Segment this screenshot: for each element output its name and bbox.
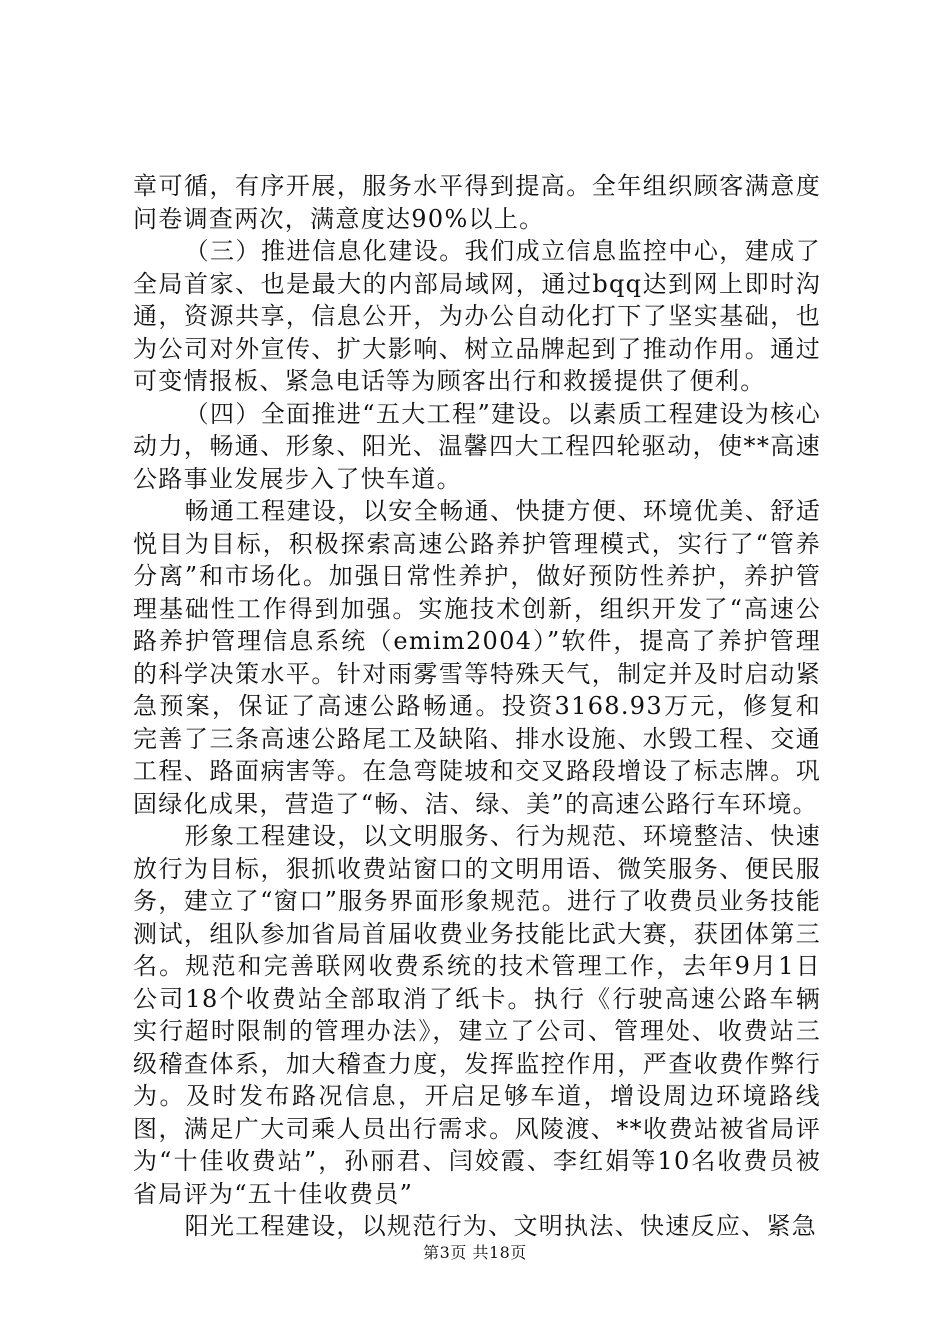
document-body	[133, 170, 821, 1243]
paragraph-smooth-project: 畅通工程建设，以安全畅通、快捷方便、环境优美、舒适悦目为目标，积极探索高速公路养护管理模式，实行了“管养分离”和市场化。加强日常性养护，做好预防性养护，养护管理基础性工作得到加强。实施技术创新，组织开发了“高速公路养护管理信息系统（emim2004）”软件，提高了养护管理的科学决策水平。针对雨雾雪等特殊天气，制定并及时启动紧急预案，保证了高速公路畅通。投资3168.93万元，修复和完善了三条高速公路尾工及缺陷、排水设施、水毁工程、交通工程、路面病害等。在急弯陡坡和交叉路段增设了标志牌。巩固绿化成果，营造了“畅、洁、绿、美”的高速公路行车环境。	[133, 497, 821, 818]
paragraph-sunshine-project: 阳光工程建设，以规范行为、文明执法、快速反应、紧急	[184, 1212, 818, 1240]
paragraph-five-projects: （四）全面推进“五大工程”建设。以素质工程建设为核心动力，畅通、形象、阳光、温馨四大工程四轮驱动，使**高速公路事业发展步入了快车道。	[133, 399, 821, 493]
page-footer: 第3页 共18页	[423, 1243, 527, 1262]
paragraph-continuation: 章可循，有序开展，服务水平得到提高。全年组织顾客满意度问卷调查两次，满意度达90%以上。	[133, 172, 821, 233]
paragraph-informatization: （三）推进信息化建设。我们成立信息监控中心，建成了全局首家、也是最大的内部局域网，通过bqq达到网上即时沟通，资源共享，信息公开，为办公自动化打下了坚实基础，也为公司对外宣传、扩大影响、树立品牌起到了推动作用。通过可变情报板、紧急电话等为顾客出行和救援提供了便利。	[133, 237, 821, 395]
paragraph-image-project: 形象工程建设，以文明服务、行为规范、环境整洁、快速放行为目标，狠抓收费站窗口的文明用语、微笑服务、便民服务，建立了“窗口”服务界面形象规范。进行了收费员业务技能测试，组队参加省局首届收费业务技能比武大赛，获团体第三名。规范和完善联网收费系统的技术管理工作，去年9月1日公司18个收费站全部取消了纸卡。执行《行驶高速公路车辆实行超时限制的管理办法》，建立了公司、管理处、收费站三级稽查体系，加大稽查力度，发挥监控作用，严查收费作弊行为。及时发布路况信息，开启足够车道，增设周边环境路线图，满足广大司乘人员出行需求。风陵渡、**收费站被省局评为“十佳收费站”，孙丽君、闫姣霞、李红娟等10名收费员被省局评为“五十佳收费员”	[133, 822, 821, 1208]
